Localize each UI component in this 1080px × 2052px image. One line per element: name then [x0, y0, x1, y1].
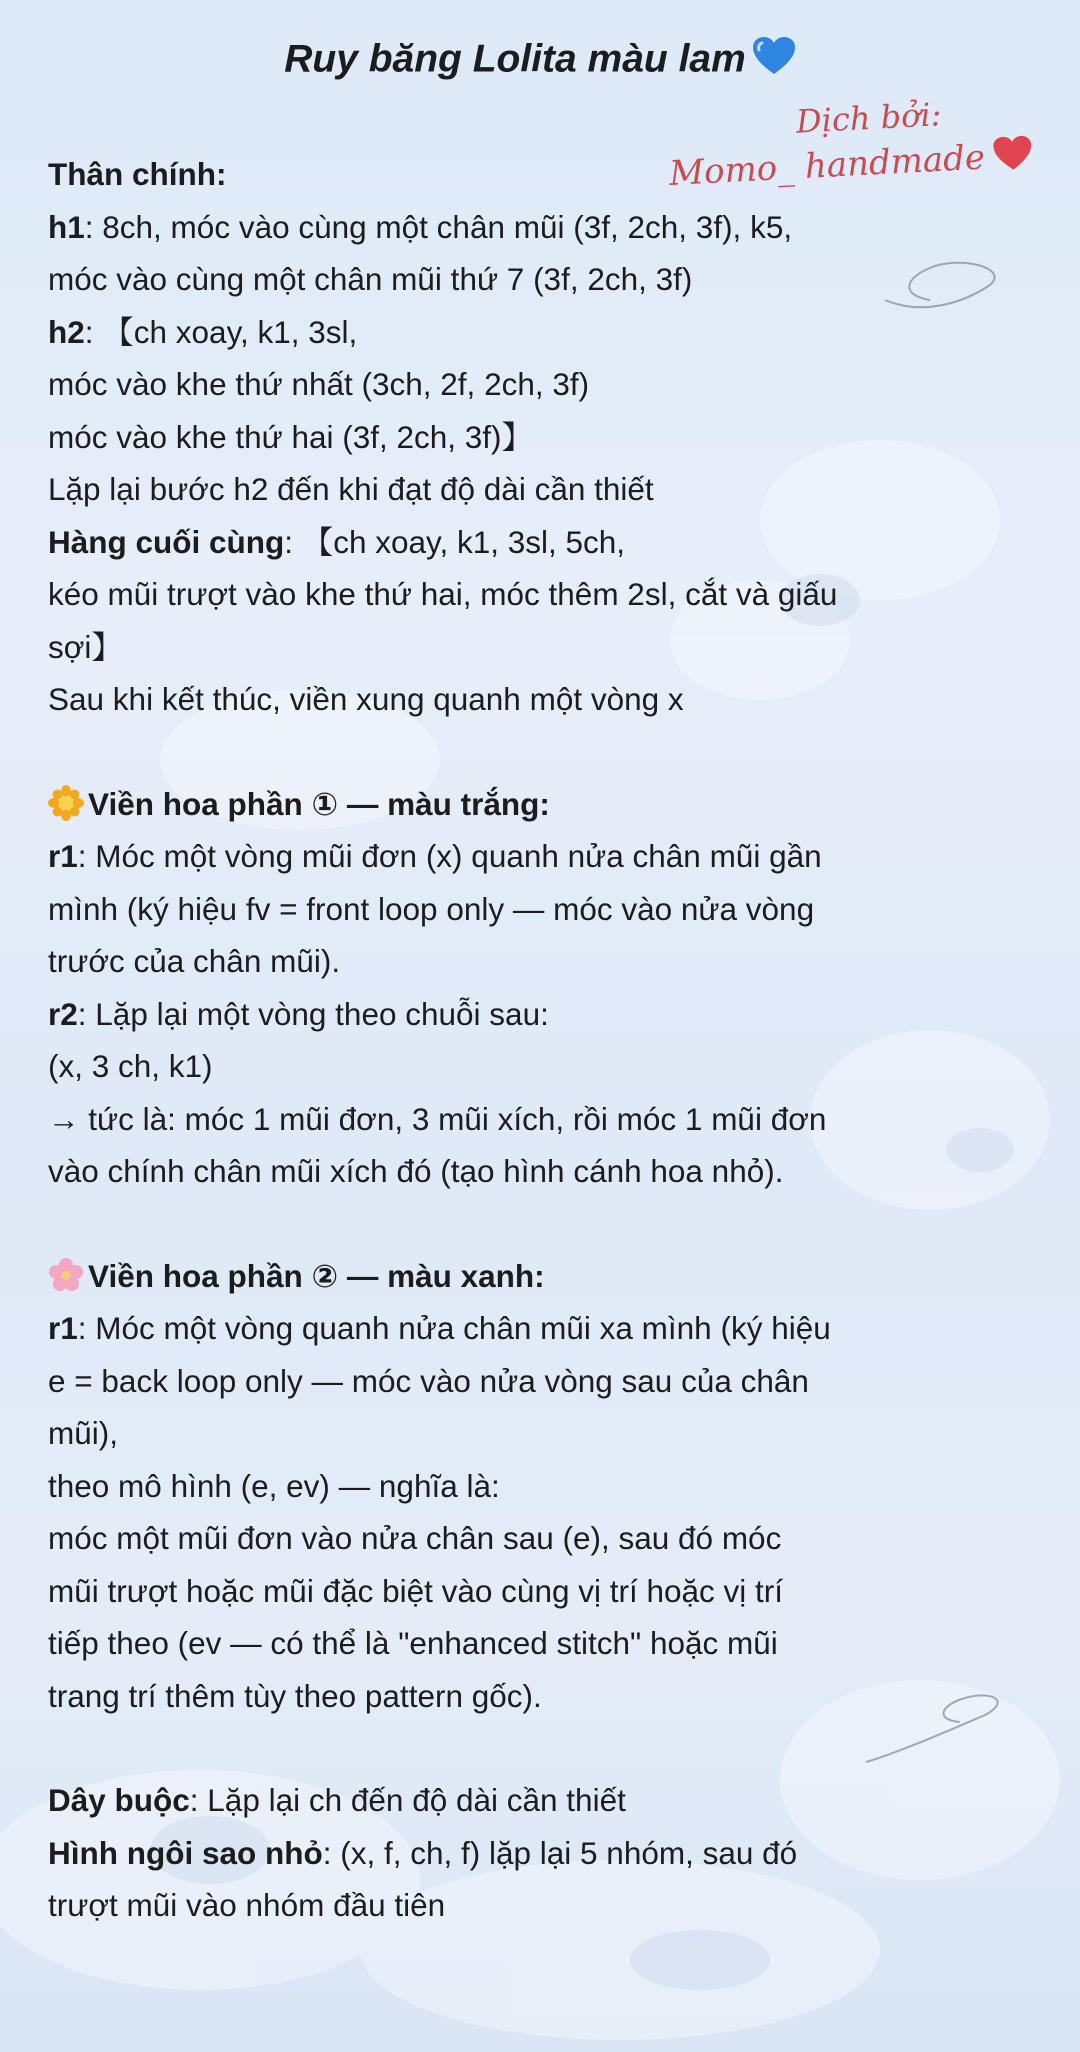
white-border-r1-cont1: mình (ký hiệu fv = front loop only — móc vào nửa vòng	[48, 890, 815, 927]
section-heading-blue-border: Viền hoa phần ② — màu xanh:	[48, 1250, 1028, 1303]
white-border-r2-cont1: (x, 3 ch, k1)	[48, 1048, 213, 1084]
star-instruction: Hình ngôi sao nhỏ: (x, f, ch, f) lặp lại 5 nhóm, sau đó	[48, 1834, 798, 1871]
star-instruction-cont: trượt mũi vào nhóm đầu tiên	[48, 1887, 446, 1923]
cherry-blossom-icon	[48, 1256, 84, 1292]
sunflower-icon	[48, 784, 84, 820]
blue-border-explain3: tiếp theo (ev — có thể là "enhanced stitch" hoặc mũi	[48, 1625, 778, 1661]
blue-heart-icon	[752, 36, 796, 86]
credit-name: Momo_ handmade	[668, 137, 986, 194]
white-border-r2-cont2: → tức là: móc 1 mũi đơn, 3 mũi xích, rồi móc 1 mũi đơn	[48, 1100, 827, 1137]
row-h2-cont1: móc vào khe thứ nhất (3ch, 2f, 2ch, 3f)	[48, 366, 590, 402]
finish-instruction: Sau khi kết thúc, viền xung quanh một vòng x	[48, 681, 684, 717]
blue-border-r1-cont1: e = back loop only — móc vào nửa vòng sau của chân	[48, 1362, 809, 1399]
blue-border-r1-cont2: mũi),	[48, 1415, 118, 1451]
blue-border-explain1: móc một mũi đơn vào nửa chân sau (e), sau đó móc	[48, 1520, 782, 1556]
row-last-cont2: sợi】	[48, 628, 123, 665]
blue-border-explain2: mũi trượt hoặc mũi đặc biệt vào cùng vị trí hoặc vị trí	[48, 1572, 784, 1609]
title-text: Ruy băng Lolita màu lam	[284, 37, 746, 81]
row-last: Hàng cuối cùng: 【ch xoay, k1, 3sl, 5ch,	[48, 523, 626, 560]
white-border-r1: r1: Móc một vòng mũi đơn (x) quanh nửa chân mũi gần	[48, 838, 822, 874]
blue-border-explain4: trang trí thêm tùy theo pattern gốc).	[48, 1677, 542, 1714]
row-h2: h2: 【ch xoay, k1, 3sl,	[48, 313, 358, 350]
blue-border-pattern: theo mô hình (e, ev) — nghĩa là:	[48, 1467, 500, 1504]
blue-border-r1: r1: Móc một vòng quanh nửa chân mũi xa mình (ký hiệu	[48, 1310, 831, 1346]
repeat-instruction: Lặp lại bước h2 đến khi đạt độ dài cần thiết	[48, 471, 654, 507]
row-last-cont1: kéo mũi trượt vào khe thứ hai, móc thêm 2sl, cắt và giấu	[48, 576, 838, 612]
row-h1-cont: móc vào cùng một chân mũi thứ 7 (3f, 2ch, 3f)	[48, 261, 693, 297]
page-title	[0, 36, 1080, 86]
section-heading-main-body: Thân chính:	[48, 156, 227, 192]
row-h2-cont2: móc vào khe thứ hai (3f, 2ch, 3f)】	[48, 418, 534, 455]
row-h1: h1: 8ch, móc vào cùng một chân mũi (3f, 2ch, 3f), k5,	[48, 208, 793, 245]
ties-instruction: Dây buộc: Lặp lại ch đến độ dài cần thiết	[48, 1782, 626, 1818]
white-border-r1-cont2: trước của chân mũi).	[48, 943, 341, 979]
credit-line1: Dịch bởi:	[795, 95, 943, 141]
white-border-r2-cont3: vào chính chân mũi xích đó (tạo hình cánh hoa nhỏ).	[48, 1153, 784, 1189]
section-heading-white-border: Viền hoa phần ① — màu trắng:	[48, 778, 1028, 831]
pattern-instructions	[48, 148, 1028, 1932]
white-border-r2: r2: Lặp lại một vòng theo chuỗi sau:	[48, 995, 549, 1032]
